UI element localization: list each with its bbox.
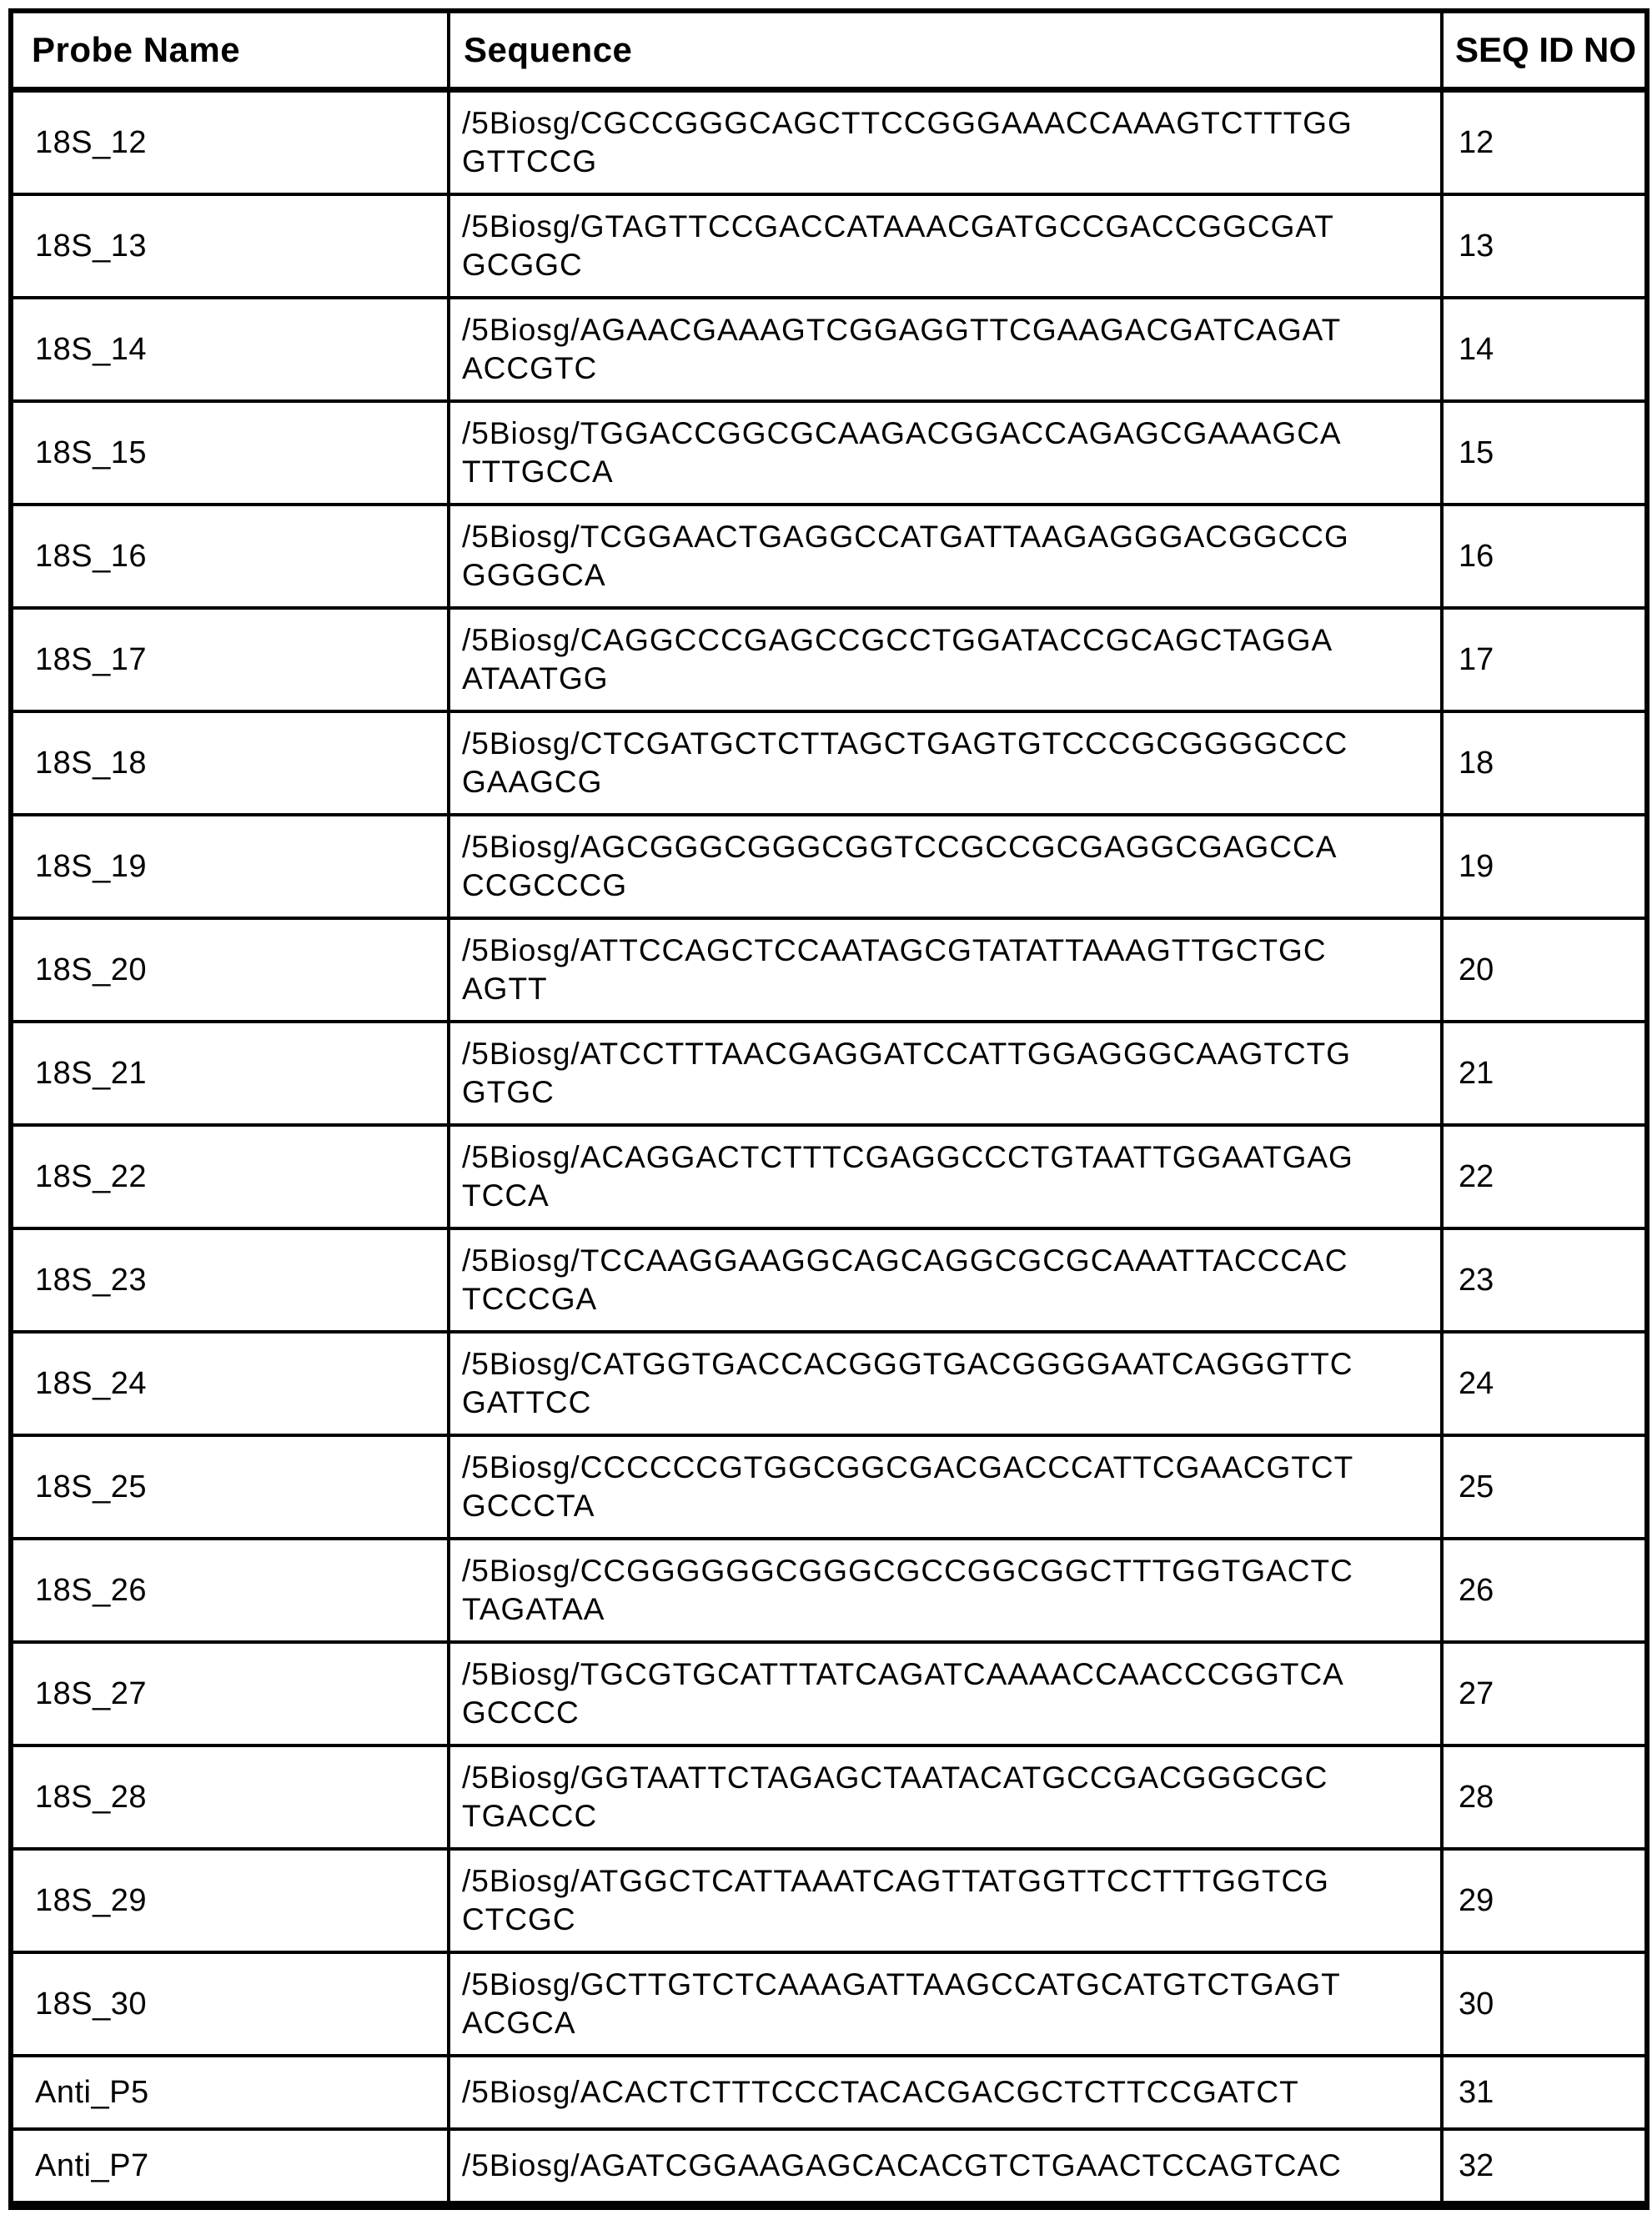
probe-name-cell: 18S_29 [11,1849,449,1952]
sequence-line: /5Biosg/TCCAAGGAAGGCAGCAGGCGCGCAAATTACCCAC [462,1243,1348,1278]
sequence-line: /5Biosg/CATGGTGACCACGGGTGACGGGGAATCAGGGTTC [462,1347,1353,1381]
sequence-cell [449,1332,1442,1435]
sequence-line: /5Biosg/ACAGGACTCTTTCGAGGCCCTGTAATTGGAATGAG [462,1140,1353,1174]
sequence-line: /5Biosg/ACACTCTTTCCCTACACGACGCTCTTCCGATCT [462,2075,1299,2109]
seq-id-cell: 15 [1442,401,1647,505]
sequence-cell [449,711,1442,815]
table-body [11,90,1647,2206]
sequence-line: /5Biosg/TCGGAACTGAGGCCATGATTAAGAGGGACGGCCG [462,520,1349,554]
sequence-line: /5Biosg/GTAGTTCCGACCATAAACGATGCCGACCGGCGAT [462,209,1334,244]
probe-name-cell: 18S_22 [11,1125,449,1228]
probe-name-cell: 18S_16 [11,505,449,608]
column-header-seq-id-no: SEQ ID NO [1442,11,1647,90]
sequence-line: GCCCTA [462,1489,595,1523]
sequence-line: /5Biosg/GCTTGTCTCAAAGATTAAGCCATGCATGTCTGAGT [462,1967,1341,2002]
sequence-line: /5Biosg/ATTCCAGCTCCAATAGCGTATATTAAAGTTGCTGC [462,933,1327,967]
sequence-line: /5Biosg/CAGGCCCGAGCCGCCTGGATACCGCAGCTAGGA [462,623,1333,657]
sequence-line: /5Biosg/CTCGATGCTCTTAGCTGAGTGTCCCGCGGGGCCC [462,726,1348,761]
probe-name-cell: 18S_28 [11,1745,449,1849]
table-row [11,1022,1647,1125]
sequence-line: GTGC [462,1075,555,1109]
sequence-cell [449,1642,1442,1745]
header-row [11,11,1647,90]
sequence-cell [449,2056,1442,2129]
table-row [11,918,1647,1022]
table-row [11,298,1647,401]
probe-name-cell: 18S_25 [11,1435,449,1539]
sequence-line: /5Biosg/CCCCCCGTGGCGGCGACGACCCATTCGAACGTCT [462,1450,1354,1484]
table-row [11,505,1647,608]
table-row [11,608,1647,711]
table-row [11,194,1647,298]
sequence-cell [449,505,1442,608]
sequence-cell [449,194,1442,298]
table-row [11,1539,1647,1642]
sequence-line: /5Biosg/TGGACCGGCGCAAGACGGACCAGAGCGAAAGCA [462,416,1342,450]
probe-name-cell: 18S_30 [11,1952,449,2056]
sequence-cell [449,608,1442,711]
probe-name-cell: 18S_23 [11,1228,449,1332]
sequence-cell [449,1228,1442,1332]
sequence-cell [449,1435,1442,1539]
probe-name-cell: 18S_17 [11,608,449,711]
sequence-line: GGGGCA [462,558,606,592]
table-row [11,1642,1647,1745]
sequence-line: /5Biosg/AGAACGAAAGTCGGAGGTTCGAAGACGATCAGAT [462,313,1342,347]
seq-id-cell: 14 [1442,298,1647,401]
probe-sequence-table [8,8,1649,2210]
sequence-cell [449,1022,1442,1125]
column-header-sequence: Sequence [449,11,1442,90]
table-row [11,90,1647,195]
table-row [11,1435,1647,1539]
seq-id-cell: 17 [1442,608,1647,711]
sequence-line: TCCA [462,1178,550,1213]
sequence-cell [449,401,1442,505]
seq-id-cell: 18 [1442,711,1647,815]
table-row [11,1952,1647,2056]
table-row [11,2056,1647,2129]
sequence-cell [449,1125,1442,1228]
sequence-cell [449,90,1442,195]
sequence-line: ATAATGG [462,661,609,696]
sequence-line: AGTT [462,972,548,1006]
sequence-line: /5Biosg/CGCCGGGCAGCTTCCGGGAAACCAAAGTCTTTGG [462,106,1353,140]
sequence-line: CCGCCCG [462,868,628,902]
seq-id-cell: 29 [1442,1849,1647,1952]
probe-name-cell: 18S_21 [11,1022,449,1125]
probe-name-cell: 18S_27 [11,1642,449,1745]
sequence-line: GCCCC [462,1695,580,1730]
sequence-cell [449,2129,1442,2206]
seq-id-cell: 12 [1442,90,1647,195]
seq-id-cell: 20 [1442,918,1647,1022]
sequence-cell [449,1539,1442,1642]
seq-id-cell: 21 [1442,1022,1647,1125]
sequence-cell [449,815,1442,918]
probe-name-cell: 18S_19 [11,815,449,918]
sequence-line: /5Biosg/AGATCGGAAGAGCACACGTCTGAACTCCAGTCAC [462,2148,1342,2182]
seq-id-cell: 16 [1442,505,1647,608]
table-row [11,1849,1647,1952]
table-row [11,1745,1647,1849]
seq-id-cell: 13 [1442,194,1647,298]
probe-name-cell: 18S_12 [11,90,449,195]
probe-name-cell: 18S_24 [11,1332,449,1435]
probe-name-cell: 18S_26 [11,1539,449,1642]
seq-id-cell: 23 [1442,1228,1647,1332]
probe-name-cell: 18S_20 [11,918,449,1022]
seq-id-cell: 22 [1442,1125,1647,1228]
probe-name-cell: 18S_14 [11,298,449,401]
seq-id-cell: 30 [1442,1952,1647,2056]
sequence-line: ACCGTC [462,351,598,385]
seq-id-cell: 24 [1442,1332,1647,1435]
sequence-line: /5Biosg/ATCCTTTAACGAGGATCCATTGGAGGGCAAGTCTG [462,1037,1352,1071]
sequence-cell [449,1745,1442,1849]
table-row [11,401,1647,505]
sequence-line: GATTCC [462,1385,592,1419]
table-row [11,1332,1647,1435]
sequence-line: GCGGC [462,248,583,282]
table-row [11,1125,1647,1228]
seq-id-cell: 26 [1442,1539,1647,1642]
sequence-cell [449,298,1442,401]
seq-id-cell: 28 [1442,1745,1647,1849]
sequence-cell [449,1952,1442,2056]
sequence-line: /5Biosg/CCGGGGGGCGGGCGCCGGCGGCTTTGGTGACTC [462,1554,1353,1588]
table-row [11,815,1647,918]
sequence-line: TCCCGA [462,1282,598,1316]
sequence-line: GTTCCG [462,144,598,178]
table-row [11,1228,1647,1332]
seq-id-cell: 32 [1442,2129,1647,2206]
sequence-line: TAGATAA [462,1592,605,1626]
seq-id-cell: 27 [1442,1642,1647,1745]
sequence-line: TGACCC [462,1799,598,1833]
sequence-line: /5Biosg/ATGGCTCATTAAATCAGTTATGGTTCCTTTGGTCG [462,1864,1329,1898]
table-row [11,2129,1647,2206]
sequence-line: GAAGCG [462,765,603,799]
sequence-cell [449,918,1442,1022]
table-row [11,711,1647,815]
sequence-line: ACGCA [462,2006,576,2040]
seq-id-cell: 25 [1442,1435,1647,1539]
probe-name-cell: 18S_15 [11,401,449,505]
seq-id-cell: 31 [1442,2056,1647,2129]
sequence-cell [449,1849,1442,1952]
probe-name-cell: 18S_13 [11,194,449,298]
sequence-line: /5Biosg/GGTAATTCTAGAGCTAATACATGCCGACGGGCGC [462,1760,1328,1795]
sequence-line: /5Biosg/AGCGGGCGGGCGGTCCGCCGCGAGGCGAGCCA [462,830,1338,864]
table-header [11,11,1647,90]
sequence-line: TTTGCCA [462,455,614,489]
probe-name-cell: 18S_18 [11,711,449,815]
column-header-probe-name: Probe Name [11,11,449,90]
sequence-line: CTCGC [462,1902,576,1936]
probe-name-cell: Anti_P5 [11,2056,449,2129]
seq-id-cell: 19 [1442,815,1647,918]
probe-name-cell: Anti_P7 [11,2129,449,2206]
sequence-line: /5Biosg/TGCGTGCATTTATCAGATCAAAACCAACCCGGTCA [462,1657,1344,1691]
